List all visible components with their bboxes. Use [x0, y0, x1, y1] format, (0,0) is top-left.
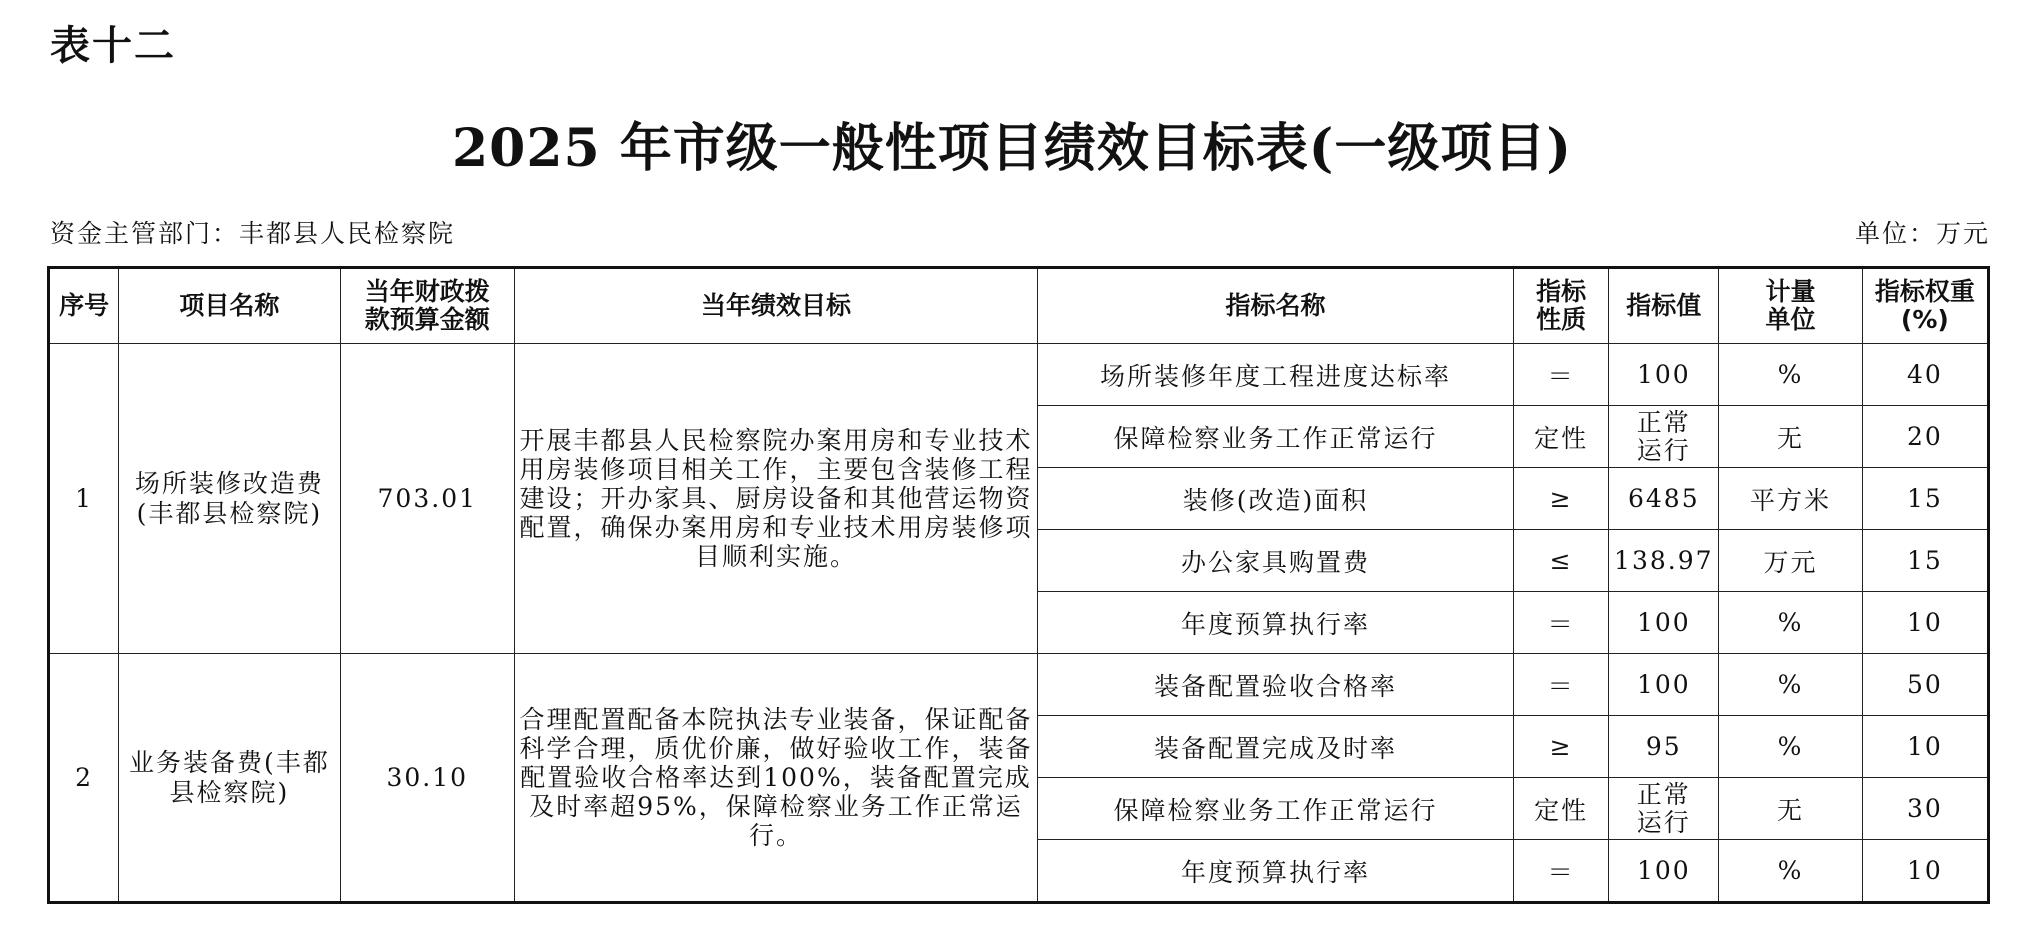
department-label: 资金主管部门：丰都县人民检察院 [50, 219, 456, 248]
indicator-value-text: 正常运行 [1636, 779, 1691, 837]
indicator-value: 100 [1609, 344, 1719, 406]
indicator-value: 100 [1609, 592, 1719, 654]
indicator-unit: % [1719, 344, 1862, 406]
indicator-nature: ＝ [1514, 840, 1609, 903]
header-seq: 序号 [49, 268, 119, 344]
indicator-weight: 20 [1862, 406, 1988, 468]
table-row [49, 344, 1989, 406]
table-row [49, 654, 1989, 716]
header-weight-text: 指标权重(%) [1874, 276, 1975, 334]
indicator-name: 保障检察业务工作正常运行 [1038, 778, 1514, 840]
header-project-name: 项目名称 [119, 268, 340, 344]
indicator-weight: 40 [1862, 344, 1988, 406]
indicator-name: 年度预算执行率 [1038, 592, 1514, 654]
indicator-unit: % [1719, 840, 1862, 903]
indicator-name: 装修(改造)面积 [1038, 468, 1514, 530]
indicator-value: 100 [1609, 840, 1719, 903]
unit-label: 单位：万元 [1854, 219, 1990, 248]
indicator-unit: 无 [1719, 406, 1862, 468]
indicator-nature: ＝ [1514, 344, 1609, 406]
indicator-name: 保障检察业务工作正常运行 [1038, 406, 1514, 468]
indicator-name: 装备配置验收合格率 [1038, 654, 1514, 716]
header-measure-unit [1719, 268, 1862, 344]
header-value: 指标值 [1609, 268, 1719, 344]
indicator-nature: 定性 [1514, 778, 1609, 840]
indicator-nature: ≥ [1514, 468, 1609, 530]
indicator-value: 6485 [1609, 468, 1719, 530]
indicator-name: 年度预算执行率 [1038, 840, 1514, 903]
project-goal: 开展丰都县人民检察院办案用房和专业技术用房装修项目相关工作，主要包含装修工程建设；开办家具、厨房设备和其他营运物资配置，确保办案用房和专业技术用房装修项目顺利实施。 [514, 344, 1037, 654]
indicator-weight: 10 [1862, 716, 1988, 778]
header-budget [340, 268, 514, 344]
project-budget: 703.01 [340, 344, 514, 654]
indicator-unit: % [1719, 654, 1862, 716]
project-seq: 2 [49, 654, 119, 903]
indicator-weight: 10 [1862, 592, 1988, 654]
indicator-nature: ＝ [1514, 592, 1609, 654]
indicator-value-text: 正常运行 [1636, 407, 1691, 465]
indicator-nature: ≥ [1514, 716, 1609, 778]
indicator-nature: ≤ [1514, 530, 1609, 592]
document-title: 2025 年市级一般性项目绩效目标表(一级项目) [451, 118, 1573, 179]
indicator-value: 95 [1609, 716, 1719, 778]
project-name: 业务装备费(丰都县检察院) [119, 654, 340, 903]
project-name: 场所装修改造费(丰都县检察院) [119, 344, 340, 654]
indicator-unit: % [1719, 592, 1862, 654]
indicator-nature: ＝ [1514, 654, 1609, 716]
header-row [49, 268, 1989, 344]
page-label: 表十二 [50, 23, 176, 69]
project-seq: 1 [49, 344, 119, 654]
indicator-unit: % [1719, 716, 1862, 778]
indicator-weight: 50 [1862, 654, 1988, 716]
indicator-weight: 15 [1862, 468, 1988, 530]
indicator-weight: 10 [1862, 840, 1988, 903]
header-weight [1862, 268, 1988, 344]
header-nature [1514, 268, 1609, 344]
indicator-name: 办公家具购置费 [1038, 530, 1514, 592]
header-nature-text: 指标性质 [1536, 276, 1587, 334]
indicator-value [1609, 406, 1719, 468]
performance-table [47, 266, 1990, 904]
indicator-unit: 平方米 [1719, 468, 1862, 530]
project-budget: 30.10 [340, 654, 514, 903]
header-measure-unit-text: 计量单位 [1765, 276, 1816, 334]
project-goal: 合理配置配备本院执法专业装备，保证配备科学合理，质优价廉，做好验收工作，装备配置验收合格率达到100%，装备配置完成及时率超95%，保障检察业务工作正常运行。 [514, 654, 1037, 903]
indicator-name: 场所装修年度工程进度达标率 [1038, 344, 1514, 406]
header-goal: 当年绩效目标 [514, 268, 1037, 344]
indicator-name: 装备配置完成及时率 [1038, 716, 1514, 778]
indicator-unit: 万元 [1719, 530, 1862, 592]
header-budget-text: 当年财政拨款预算金额 [364, 276, 490, 334]
indicator-nature: 定性 [1514, 406, 1609, 468]
indicator-value [1609, 778, 1719, 840]
indicator-value: 138.97 [1609, 530, 1719, 592]
indicator-weight: 15 [1862, 530, 1988, 592]
header-indicator-name: 指标名称 [1038, 268, 1514, 344]
indicator-value: 100 [1609, 654, 1719, 716]
indicator-unit: 无 [1719, 778, 1862, 840]
indicator-weight: 30 [1862, 778, 1988, 840]
